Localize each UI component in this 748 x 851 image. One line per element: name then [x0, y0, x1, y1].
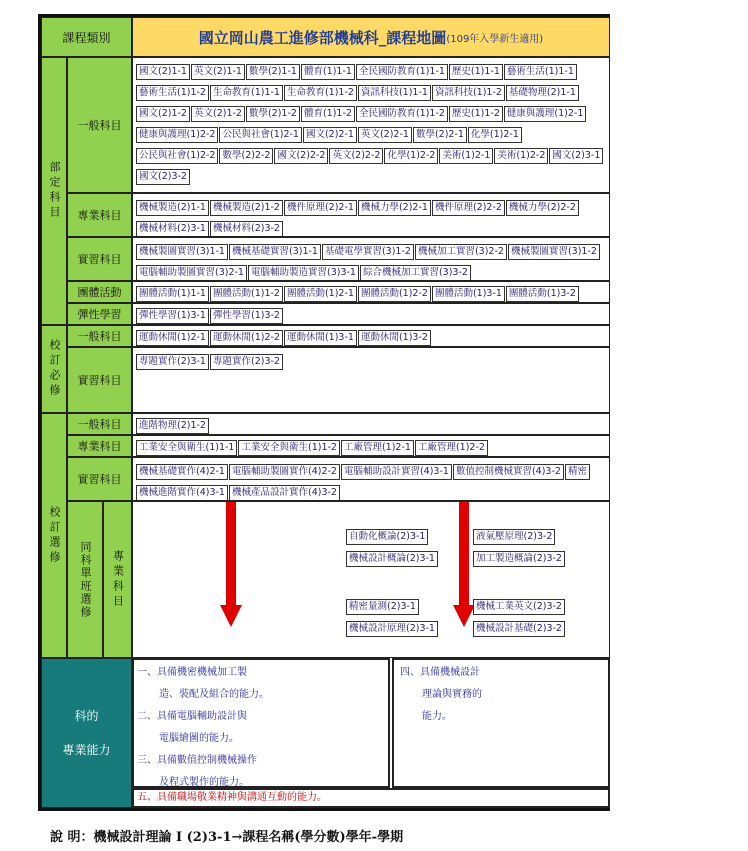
course-box: 運動休閒(1)2-2 — [210, 330, 283, 346]
course-box: 化學(1)2-1 — [468, 127, 522, 143]
course-box: 公民與社會(1)2-1 — [219, 127, 301, 143]
course-box: 機械力學(2)2-2 — [506, 200, 579, 216]
courses-req-general — [132, 325, 610, 347]
course-box: 加工製造概論(2)3-2 — [473, 551, 565, 567]
course-box: 團體活動(1)2-2 — [358, 286, 431, 302]
row-label-req-practical: 實習科目 — [67, 347, 132, 413]
course-box: 全民國防教育(1)1-2 — [356, 106, 448, 122]
ability-right — [392, 658, 610, 788]
course-box: 團體活動(1)3-2 — [506, 286, 579, 302]
course-box: 自動化概論(2)3-1 — [346, 529, 428, 545]
course-box: 英文(2)1-2 — [191, 106, 245, 122]
row-label-practical: 實習科目 — [67, 237, 132, 281]
course-box: 團體活動(1)2-1 — [284, 286, 357, 302]
course-box: 國文(2)3-1 — [549, 148, 603, 164]
row-label-elec-practical: 實習科目 — [67, 457, 132, 501]
section-dept-label: 部定科目 — [48, 161, 61, 221]
section-dept — [41, 57, 67, 325]
course-box: 機械加工實習(3)2-2 — [415, 244, 507, 260]
cross-label-b: 專業科目 — [111, 549, 125, 610]
section-school-elec — [41, 413, 67, 658]
course-box: 專題實作(2)3-2 — [210, 354, 283, 370]
course-box: 國文(2)1-1 — [136, 64, 190, 80]
ability-line: 三、具備數值控制機械操作 — [137, 755, 257, 766]
section-school-req — [41, 325, 67, 413]
course-box: 機械材料(2)3-1 — [136, 221, 209, 237]
row-label-cross-a — [67, 501, 103, 658]
ability-line: 電腦繪圖的能力。 — [159, 733, 239, 744]
course-box: 運動休閒(1)3-1 — [284, 330, 357, 346]
arrow-left-head — [220, 605, 242, 627]
ability-line: 理論與實務的 — [422, 689, 482, 700]
course-box: 數學(2)1-1 — [246, 64, 300, 80]
courses-req-practical — [132, 347, 610, 413]
course-box: 英文(2)2-2 — [329, 148, 383, 164]
course-box: 團體活動(1)1-1 — [136, 286, 209, 302]
course-box: 藝術生活(1)1-1 — [504, 64, 577, 80]
course-box: 健康與護理(1)2-1 — [504, 106, 586, 122]
courses-professional — [132, 193, 610, 237]
course-box: 電腦輔助製造實習(3)3-1 — [248, 265, 359, 281]
category-header: 課程類別 — [41, 17, 132, 57]
course-box: 機械設計概論(2)3-1 — [346, 551, 438, 567]
ability-label-a: 科的 — [74, 709, 99, 723]
cross-label-a: 同科單班選修 — [79, 540, 92, 619]
course-box: 機械材料(2)3-2 — [210, 221, 283, 237]
course-box: 機械基礎實習(3)1-1 — [229, 244, 321, 260]
course-box: 綜合機械加工實習(3)3-2 — [360, 265, 471, 281]
course-box: 運動休閒(1)2-1 — [136, 330, 209, 346]
course-box: 基礎電學實習(3)1-2 — [322, 244, 414, 260]
course-box: 資訊科技(1)1-2 — [432, 85, 505, 101]
course-box: 生命教育(1)1-2 — [284, 85, 357, 101]
course-box: 機械設計基礎(2)3-2 — [473, 621, 565, 637]
row-label-req-general: 一般科目 — [67, 325, 132, 347]
course-box: 工廠管理(1)2-2 — [415, 440, 488, 456]
course-box: 機件原理(2)2-2 — [432, 200, 505, 216]
section-school-req-label: 校訂必修 — [48, 339, 61, 399]
cross-col2-bottom — [473, 594, 583, 638]
course-box: 機械製圖實習(3)1-2 — [508, 244, 600, 260]
row-label-cross-b — [103, 501, 132, 658]
courses-general — [132, 57, 610, 193]
course-box: 英文(2)1-1 — [191, 64, 245, 80]
course-box: 機件原理(2)2-1 — [284, 200, 357, 216]
course-box: 電腦輔助製圖實作(4)2-2 — [229, 464, 340, 480]
ability-label — [41, 658, 132, 808]
course-box: 精密 — [565, 464, 590, 480]
row-label-general: 一般科目 — [67, 57, 132, 193]
course-box: 機械工業英文(2)3-2 — [473, 599, 565, 615]
courses-elec-practical — [132, 457, 610, 501]
arrow-left — [226, 502, 236, 607]
course-box: 全民國防教育(1)1-1 — [356, 64, 448, 80]
course-box: 工業安全與衛生(1)1-1 — [136, 440, 237, 456]
course-box: 藝術生活(1)1-2 — [136, 85, 209, 101]
page-title — [132, 17, 610, 57]
arrow-right-head — [453, 605, 475, 627]
row-label-flex: 彈性學習 — [67, 303, 132, 325]
row-label-group: 團體活動 — [67, 281, 132, 303]
row-label-professional: 專業科目 — [67, 193, 132, 237]
course-box: 歷史(1)1-1 — [449, 64, 503, 80]
courses-practical — [132, 237, 610, 281]
course-box: 機械基礎實作(4)2-1 — [136, 464, 228, 480]
courses-elec-professional — [132, 435, 610, 457]
course-box: 進階物理(2)1-2 — [136, 418, 209, 434]
cross-col1-top — [346, 524, 446, 568]
course-box: 歷史(1)1-2 — [449, 106, 503, 122]
course-box: 英文(2)2-1 — [358, 127, 412, 143]
course-box: 機械製造(2)1-1 — [136, 200, 209, 216]
course-box: 健康與護理(1)2-2 — [136, 127, 218, 143]
course-box: 液氣壓原理(2)3-2 — [473, 529, 555, 545]
course-box: 工廠管理(1)2-1 — [341, 440, 414, 456]
course-box: 電腦輔助製圖實習(3)2-1 — [136, 265, 247, 281]
ability-left — [132, 658, 390, 788]
course-box: 國文(2)2-1 — [303, 127, 357, 143]
course-box: 基礎物理(2)1-1 — [506, 85, 579, 101]
course-box: 精密量測(2)3-1 — [346, 599, 419, 615]
course-box: 體育(1)1-1 — [301, 64, 355, 80]
row-label-elec-professional: 專業科目 — [67, 435, 132, 457]
course-box: 國文(2)1-2 — [136, 106, 190, 122]
course-box: 專題實作(2)3-1 — [136, 354, 209, 370]
ability-label-b: 專業能力 — [62, 743, 111, 757]
course-box: 機械進階實作(4)3-1 — [136, 485, 228, 501]
course-box: 電腦輔助設計實習(4)3-1 — [341, 464, 452, 480]
course-box: 化學(1)2-2 — [384, 148, 438, 164]
caption-note: 說 明：機械設計理論 I (2)3-1→課程名稱(學分數)學年-學期 — [50, 830, 404, 845]
course-box: 公民與社會(1)2-2 — [136, 148, 218, 164]
course-box: 數學(2)2-2 — [219, 148, 273, 164]
course-box: 資訊科技(1)1-1 — [358, 85, 431, 101]
courses-elec-general — [132, 413, 610, 435]
ability-line: 一、具備機密機械加工製 — [137, 667, 247, 678]
course-box: 團體活動(1)1-2 — [210, 286, 283, 302]
course-box: 體育(1)1-2 — [301, 106, 355, 122]
course-box: 彈性學習(1)3-2 — [210, 308, 283, 324]
course-box: 國文(2)2-2 — [274, 148, 328, 164]
course-box: 機械力學(2)2-1 — [358, 200, 431, 216]
course-box: 數值控制機械實習(4)3-2 — [453, 464, 564, 480]
course-box: 生命教育(1)1-1 — [210, 85, 283, 101]
row-label-elec-general: 一般科目 — [67, 413, 132, 435]
title-note: (109年入學新生適用) — [446, 33, 544, 45]
arrow-right — [459, 502, 469, 607]
course-box: 國文(2)3-2 — [136, 169, 190, 185]
ability-line: 二、具備電腦輔助設計與 — [137, 711, 247, 722]
ability-bottom — [132, 788, 610, 808]
course-box: 工業安全與衛生(1)1-2 — [238, 440, 339, 456]
course-box: 美術(1)2-2 — [494, 148, 548, 164]
course-box: 美術(1)2-1 — [439, 148, 493, 164]
course-box: 團體活動(1)3-1 — [432, 286, 505, 302]
cross-col2-top — [473, 524, 583, 568]
ability-line: 能力。 — [422, 711, 452, 722]
courses-flex — [132, 303, 610, 325]
ability-line: 及程式製作的能力。 — [159, 777, 249, 788]
course-box: 機械製圖實習(3)1-1 — [136, 244, 228, 260]
ability-line: 四、具備機械設計 — [400, 667, 480, 678]
course-box: 彈性學習(1)3-1 — [136, 308, 209, 324]
section-school-elec-label: 校訂選修 — [48, 505, 61, 566]
course-box: 機械產品設計實作(4)3-2 — [229, 485, 340, 501]
course-box: 數學(2)2-1 — [413, 127, 467, 143]
ability-line-5: 五、具備職場敬業精神與溝通互動的能力。 — [137, 792, 327, 803]
cross-col1-bottom — [346, 594, 446, 638]
cross-electives-area — [132, 501, 610, 658]
course-box: 運動休閒(1)3-2 — [358, 330, 431, 346]
course-map-frame — [38, 14, 610, 811]
course-box: 機械設計原理(2)3-1 — [346, 621, 438, 637]
courses-group — [132, 281, 610, 303]
ability-line: 造、裝配及組合的能力。 — [159, 689, 269, 700]
course-box: 機械製造(2)1-2 — [210, 200, 283, 216]
title-text: 國立岡山農工進修部機械科_課程地圖 — [198, 28, 447, 47]
course-box: 數學(2)1-2 — [246, 106, 300, 122]
